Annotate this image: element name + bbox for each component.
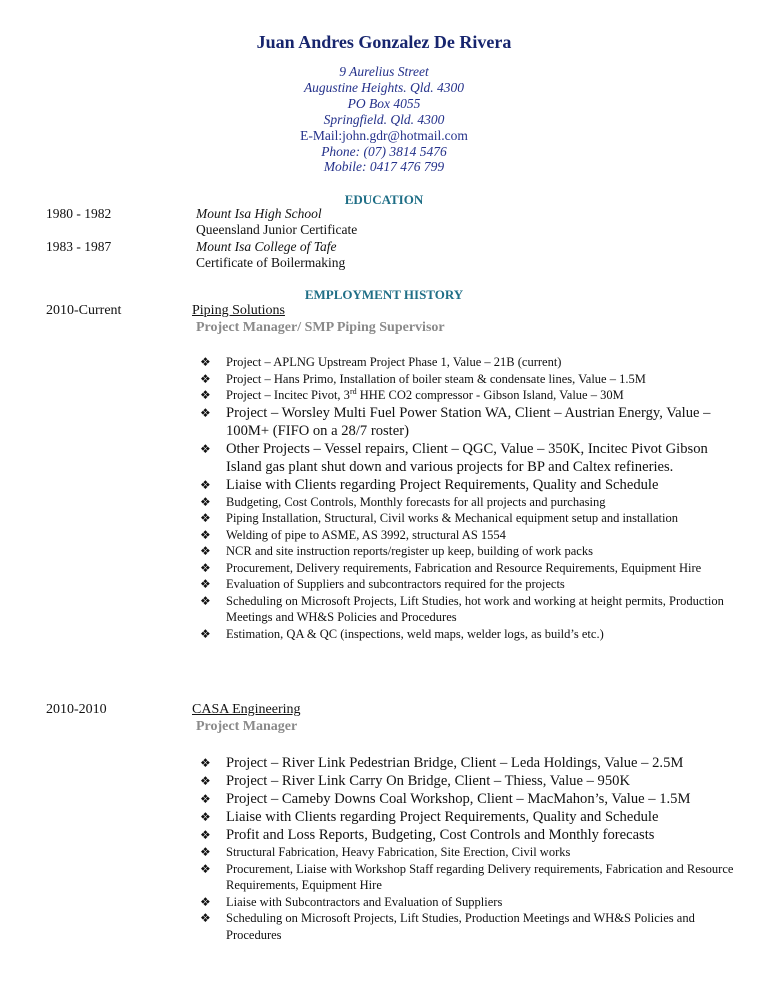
education-institution: Mount Isa College of Tafe — [196, 239, 337, 254]
job-role: Project Manager/ SMP Piping Supervisor — [196, 320, 445, 335]
list-item: ❖ Estimation, QA & QC (inspections, weld maps, welder logs, as build’s etc.) — [200, 626, 604, 641]
list-item: ❖ NCR and site instruction reports/register up keep, building of work packs — [200, 544, 593, 558]
email: E-Mail:john.gdr@hotmail.com — [300, 127, 468, 143]
list-item: ❖ Evaluation of Suppliers and subcontractors required for the projects — [200, 577, 565, 591]
list-item: ❖ Profit and Loss Reports, Budgeting, Cost Controls and Monthly forecasts — [200, 827, 655, 843]
list-item: ❖ Liaise with Subcontractors and Evaluation of Suppliers — [200, 894, 503, 909]
education-years: 1983 - 1987 — [46, 239, 112, 254]
list-item: ❖ Scheduling on Microsoft Projects, Lift Studies, Production Meetings and WH&S Policies and Procedures — [200, 911, 695, 942]
bullet-diamond-icon: ❖ — [200, 774, 211, 788]
education-years: 1980 - 1982 — [46, 206, 112, 221]
job-company: CASA Engineering — [192, 702, 301, 717]
mobile: Mobile: 0417 476 799 — [323, 159, 445, 175]
list-item: ❖ Liaise with Clients regarding Project Requirements, Quality and Schedule — [200, 809, 659, 825]
list-item: ❖ Project – APLNG Upstream Project Phase 1, Value – 21B (current) — [200, 355, 562, 369]
address-city: Springfield. Qld. 4300 — [323, 111, 445, 127]
bullet-diamond-icon: ❖ — [200, 810, 211, 824]
education-qualification: Certificate of Boilermaking — [196, 255, 346, 270]
contact-block — [0, 64, 768, 175]
bullet-diamond-icon: ❖ — [200, 355, 211, 369]
list-item: ❖ Project – River Link Pedestrian Bridge, Client – Leda Holdings, Value – 2.5M — [200, 755, 684, 771]
list-item: ❖ Project – Cameby Downs Coal Workshop, Client – MacMahon’s, Value – 1.5M — [200, 791, 691, 807]
bullet-diamond-icon: ❖ — [200, 845, 211, 859]
address-street: 9 Aurelius Street — [339, 64, 429, 79]
bullet-diamond-icon: ❖ — [200, 792, 211, 806]
list-item: ❖ Project – Hans Primo, Installation of boiler steam & condensate lines, Value – 1.5M — [200, 371, 646, 386]
list-item: ❖ Liaise with Clients regarding Project Requirements, Quality and Schedule — [200, 476, 659, 493]
list-item: ❖ Project – River Link Carry On Bridge, Client – Thiess, Value – 950K — [200, 773, 630, 789]
bullet-diamond-icon: ❖ — [200, 894, 211, 909]
bullet-diamond-icon: ❖ — [200, 494, 211, 509]
employment-heading: EMPLOYMENT HISTORY — [304, 287, 464, 302]
bullet-diamond-icon: ❖ — [200, 544, 211, 558]
bullet-diamond-icon: ❖ — [200, 527, 211, 542]
list-item: ❖ Procurement, Liaise with Workshop Staff regarding Delivery requirements, Fabrication and Resource Requirements, Equipment Hire — [200, 861, 734, 892]
list-item: ❖ Scheduling on Microsoft Projects, Lift Studies, hot work and working at height permits, Production Meetings and WH&S Policies and Procedures — [200, 593, 724, 624]
list-item: ❖ Procurement, Delivery requirements, Fabrication and Resource Requirements, Equipment Hire — [200, 560, 702, 575]
job-role: Project Manager — [196, 719, 298, 734]
list-item: ❖ Budgeting, Cost Controls, Monthly forecasts for all projects and purchasing — [200, 494, 606, 509]
job-years: 2010-2010 — [46, 702, 107, 717]
education-qualification: Queensland Junior Certificate — [196, 222, 358, 237]
bullet-diamond-icon: ❖ — [200, 626, 211, 641]
bullet-diamond-icon: ❖ — [200, 593, 211, 608]
phone: Phone: (07) 3814 5476 — [321, 143, 447, 159]
bullet-diamond-icon: ❖ — [200, 911, 211, 925]
education-institution: Mount Isa High School — [196, 206, 322, 221]
list-item: ❖ Other Projects – Vessel repairs, Client – QGC, Value – 350K, Incitec Pivot Gibson Island gas plant shut down and various projects for BP and Caltex refineries. — [200, 440, 708, 475]
job-years: 2010-Current — [46, 303, 122, 318]
candidate-name: Juan Andres Gonzalez De Rivera — [256, 32, 512, 52]
bullet-diamond-icon: ❖ — [200, 756, 211, 770]
job-duties-list — [198, 354, 746, 642]
list-item: ❖ Piping Installation, Structural, Civil works & Mechanical equipment setup and installation — [200, 511, 679, 525]
bullet-diamond-icon: ❖ — [200, 828, 211, 842]
bullet-diamond-icon: ❖ — [200, 441, 211, 456]
list-item: ❖ Project – Worsley Multi Fuel Power Station WA, Client – Austrian Energy, Value – 100M+ (FIFO on a 28/7 roster) — [200, 404, 711, 439]
list-item: ❖ Structural Fabrication, Heavy Fabrication, Site Erection, Civil works — [200, 845, 571, 859]
address-po-box: PO Box 4055 — [347, 95, 421, 111]
bullet-diamond-icon: ❖ — [200, 861, 211, 876]
job-duties-list — [198, 754, 746, 943]
bullet-diamond-icon: ❖ — [200, 560, 211, 575]
bullet-diamond-icon: ❖ — [200, 511, 211, 525]
bullet-diamond-icon: ❖ — [200, 405, 211, 420]
address-suburb: Augustine Heights. Qld. 4300 — [303, 79, 465, 95]
education-heading: EDUCATION — [344, 192, 424, 207]
bullet-diamond-icon: ❖ — [200, 477, 211, 492]
job-company: Piping Solutions — [192, 303, 285, 318]
bullet-diamond-icon: ❖ — [200, 577, 211, 591]
bullet-diamond-icon: ❖ — [200, 388, 211, 402]
bullet-diamond-icon: ❖ — [200, 371, 211, 386]
list-item: ❖ Welding of pipe to ASME, AS 3992, structural AS 1554 — [200, 527, 506, 542]
list-item: ❖ Project – Incitec Pivot, 3rd HHE CO2 compressor - Gibson Island, Value – 30M — [200, 386, 624, 402]
